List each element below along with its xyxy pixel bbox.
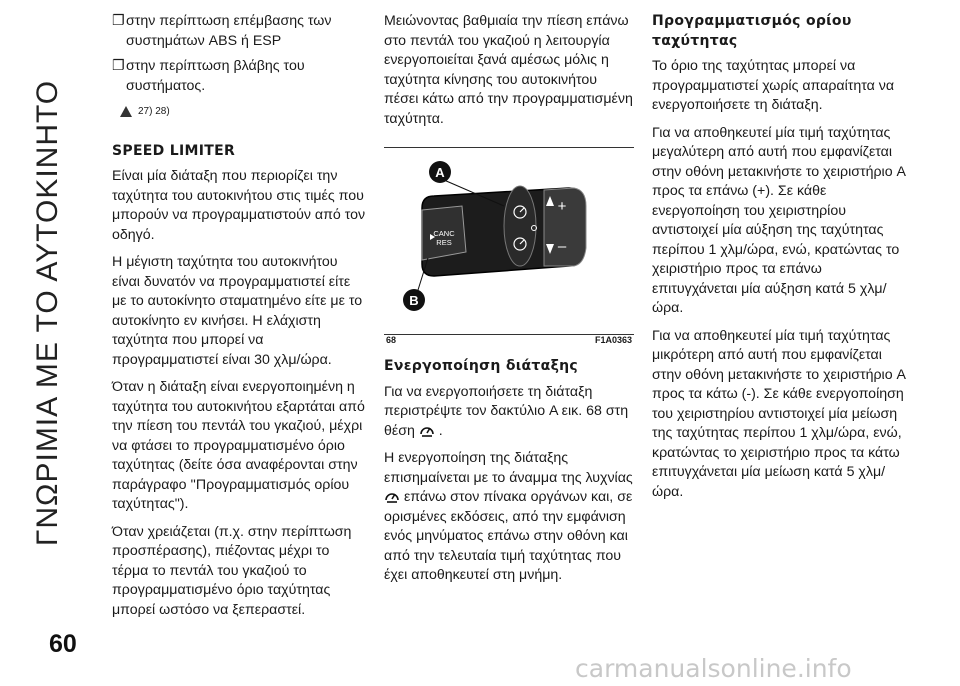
page-number: 60: [49, 630, 77, 658]
section-heading-activation: Ενεργοποίηση διάταξης: [384, 358, 579, 374]
bullet-item: [112, 12, 367, 51]
paragraph: Για να αποθηκευτεί μία τιμή ταχύτητας μεγαλύτερη από αυτή που εμφανίζεται στην οθόνη μετακινήστε το χειριστήριο A προς τα επάνω (+). Σε κάθε ενεργοποίηση του χειριστηρίου αντιστοιχεί μία αύξηση της ταχύτητας περίπου 1 χλμ/ώρα, ενώ, κρατώντας το χειριστήριο προς τα επάνω επιτυγχάνεται μία αύξηση κατά 5 χλμ/ώρα.: [652, 124, 906, 316]
callout-b-label: B: [409, 293, 419, 308]
paragraph: Όταν η διάταξη είναι ενεργοποιημένη η ταχύτητα του αυτοκινήτου εξαρτάται από την πίεση του πεντάλ του γκαζιού, μέχρι να φτάσει το προγραμματισμένο όριο ταχύτητας (δείτε όσα αναφέρονται στην παράγραφο ''Προγραμματισμός ορίου ταχύτητας").: [112, 379, 365, 512]
column-1: [112, 12, 367, 628]
paragraph: [384, 383, 634, 442]
figure-number: 68: [386, 334, 397, 345]
speed-limiter-icon: [419, 422, 435, 438]
warning-triangle-icon: [120, 106, 132, 117]
paragraph-text: .: [438, 422, 443, 439]
speed-limiter-warning-icon: [384, 488, 400, 504]
paragraph: Η μέγιστη ταχύτητα του αυτοκινήτου είναι δυνατόν να προγραμματιστεί είτε με το αυτοκίνητο σταματημένο είτε με το αυτοκίνητο εν κινήσει. Η ελάχιστη ταχύτητα που μπορεί να προγραμματιστεί είναι 30 χλμ/ώρα.: [112, 254, 363, 368]
checkbox-bullet-icon: ❐: [112, 13, 125, 29]
ring-a: [504, 186, 536, 266]
checkbox-bullet-icon: ❐: [112, 58, 125, 74]
button-text-line2: RES: [436, 238, 452, 247]
paragraph: Για να αποθηκευτεί μία τιμή ταχύτητας μικρότερη από αυτή που εμφανίζεται στην οθόνη μετακινήστε το χειριστήριο A προς τα κάτω (-). Σε κάθε ενεργοποίηση του χειριστηρίου αντιστοιχεί μία μείωση της ταχύτητας περίπου 1 χλμ/ώρα, ενώ, κρατώντας το χειριστήριο προς τα κάτω επιτυγχάνεται μία μείωση κατά 5 χλμ/ώρα.: [652, 327, 906, 500]
column-3: [652, 12, 907, 510]
paragraph: [384, 449, 634, 586]
minus-symbol: –: [557, 238, 567, 255]
paragraph-text: Η ενεργοποίηση της διάταξης επισημαίνεται με το άναμμα της λυχνίας: [384, 450, 633, 486]
watermark: carmanualsonline.info: [575, 654, 852, 683]
paragraph-text: επάνω στον πίνακα οργάνων και, σε ορισμένες εκδόσεις, από την εμφάνιση ενός μηνύματος επάνω στην οθόνη και από την τελευταία τιμή ταχύτητας που έχει αποθηκευτεί στη μνήμη.: [384, 489, 633, 583]
bullet-text: στην περίπτωση βλάβης του συστήματος.: [126, 58, 305, 94]
bullet-item: [112, 57, 367, 96]
chapter-title-text: ΓΝΩΡΙΜΙΑ ΜΕ ΤΟ ΑΥΤΟΚΙΝΗΤΟ: [31, 79, 64, 547]
paragraph: Είναι μία διάταξη που περιορίζει την ταχύτητα του αυτοκινήτου στις τιμές που μπορούν να προγραμματιστούν από τον οδηγό.: [112, 168, 366, 243]
bullet-text: στην περίπτωση επέμβασης των συστημάτων ABS ή ESP: [126, 13, 332, 49]
paragraph: Μειώνοντας βαθμιαία την πίεση επάνω στο πεντάλ του γκαζιού η λειτουργία ενεργοποιείται ξανά αμέσως μόλις η ταχύτητα κίνησης του αυτοκινήτου πέσει κάτω από την προγραμματισμένη ταχύτητα.: [384, 13, 633, 127]
plus-symbol: +: [557, 198, 567, 215]
button-text-line1: CANC: [433, 229, 455, 238]
stalk-illustration: [384, 148, 634, 334]
section-heading-speed-limiter: SPEED LIMITER: [112, 142, 236, 159]
paragraph-text: Για να ενεργοποιήσετε τη διάταξη περιστρέψτε τον δακτύλιο A εικ. 68 στη θέση: [384, 383, 629, 439]
paragraph: Όταν χρειάζεται (π.χ. στην περίπτωση προσπέρασης), πιέζοντας μέχρι το τέρμα το πεντάλ του γκαζιού το προγραμματισμένο όριο ταχύτητας μπορεί ωστόσο να ξεπεραστεί.: [112, 523, 352, 618]
paragraph: Το όριο της ταχύτητας μπορεί να προγραμματιστεί χωρίς απαραίτητα να ενεργοποιήσετε τη διάταξη.: [652, 58, 895, 113]
chapter-title: [22, 8, 74, 618]
column-2: [384, 12, 634, 594]
callout-a-label: A: [435, 165, 445, 180]
warning-note: [120, 102, 367, 122]
section-heading-speed-programming: Προγραμματισμός ορίου ταχύτητας: [652, 13, 852, 49]
figure-68: [384, 147, 634, 345]
figure-code: F1A0363: [594, 334, 632, 345]
note-references: 27) 28): [138, 106, 170, 117]
